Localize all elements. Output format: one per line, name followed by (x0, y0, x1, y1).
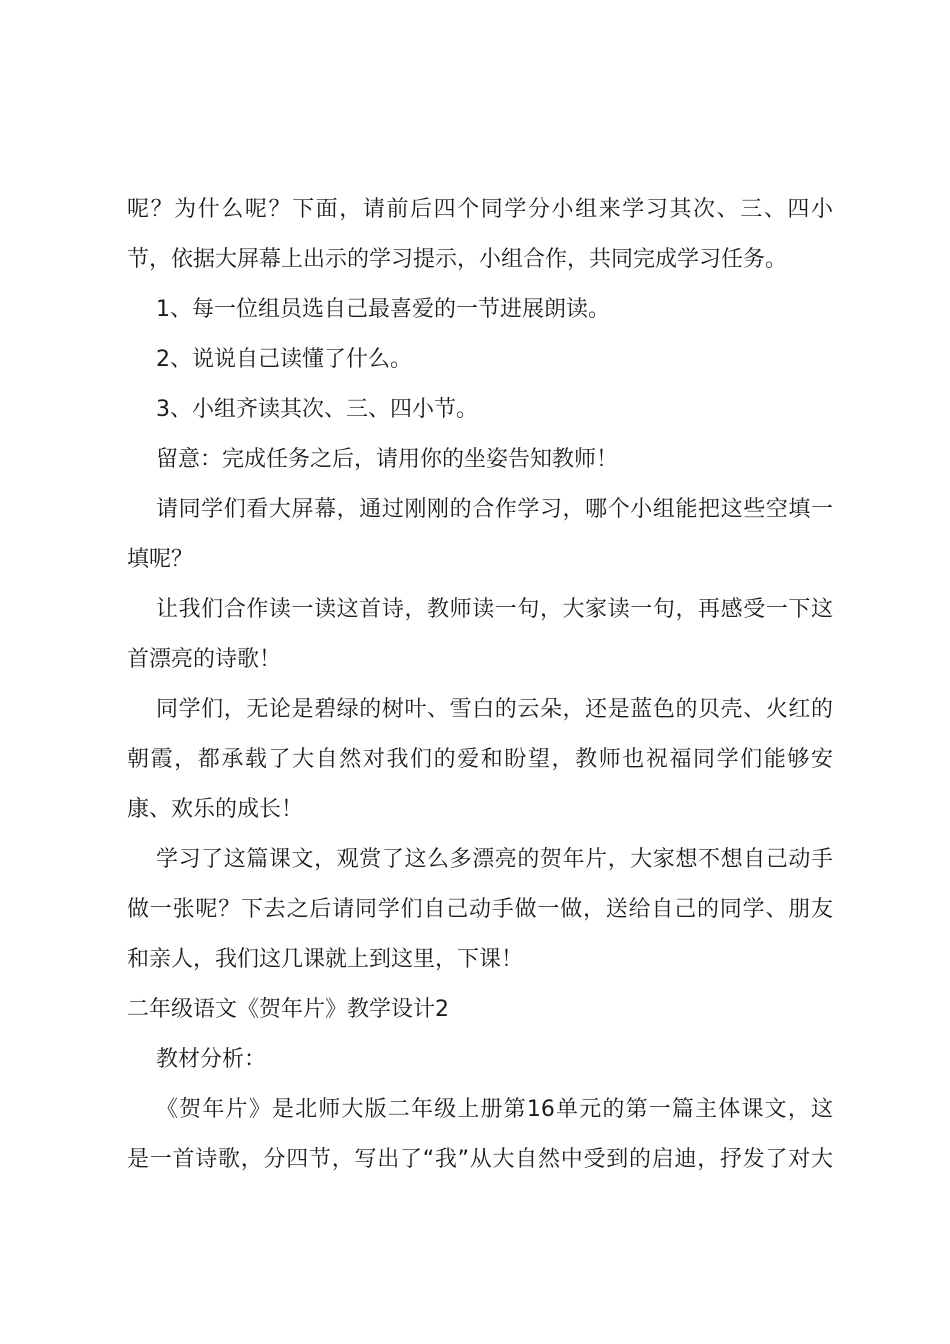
text-line: 《贺年片》是北师大版二年级上册第16单元的第一篇主体课文，这 (156, 1097, 833, 1122)
text-line: 是一首诗歌，分四节，写出了“我”从大自然中受到的启迪，抒发了对大 (127, 1147, 833, 1172)
document-page (127, 185, 833, 1185)
text-line: 康、欢乐的成长！ (127, 797, 304, 822)
text-line: 首漂亮的诗歌！ (127, 647, 282, 672)
list-item: 2、说说自己读懂了什么。 (156, 347, 412, 372)
list-item: 1、每一位组员选自己最喜爱的一节进展朗读。 (156, 297, 610, 322)
subheading: 教材分析： (156, 1047, 267, 1072)
text-line: 让我们合作读一读这首诗，教师读一句，大家读一句，再感受一下这 (156, 597, 833, 622)
section-title: 二年级语文《贺年片》教学设计2 (127, 997, 449, 1022)
text-line: 节，依据大屏幕上出示的学习提示，小组合作，共同完成学习任务。 (127, 247, 788, 272)
text-line: 做一张呢？下去之后请同学们自己动手做一做，送给自己的同学、朋友 (127, 897, 833, 922)
text-line: 留意：完成任务之后，请用你的坐姿告知教师！ (156, 447, 619, 472)
list-item: 3、小组齐读其次、三、四小节。 (156, 397, 478, 422)
text-line: 同学们，无论是碧绿的树叶、雪白的云朵，还是蓝色的贝壳、火红的 (156, 697, 833, 722)
text-line: 填呢？ (127, 547, 194, 572)
text-line: 请同学们看大屏幕，通过刚刚的合作学习，哪个小组能把这些空填一 (156, 497, 833, 522)
text-line: 和亲人，我们这几课就上到这里，下课！ (127, 947, 524, 972)
text-line: 呢？为什么呢？下面，请前后四个同学分小组来学习其次、三、四小 (127, 197, 833, 222)
text-line: 朝霞，都承载了大自然对我们的爱和盼望，教师也祝福同学们能够安 (127, 747, 833, 772)
text-line: 学习了这篇课文，观赏了这么多漂亮的贺年片，大家想不想自己动手 (156, 847, 833, 872)
